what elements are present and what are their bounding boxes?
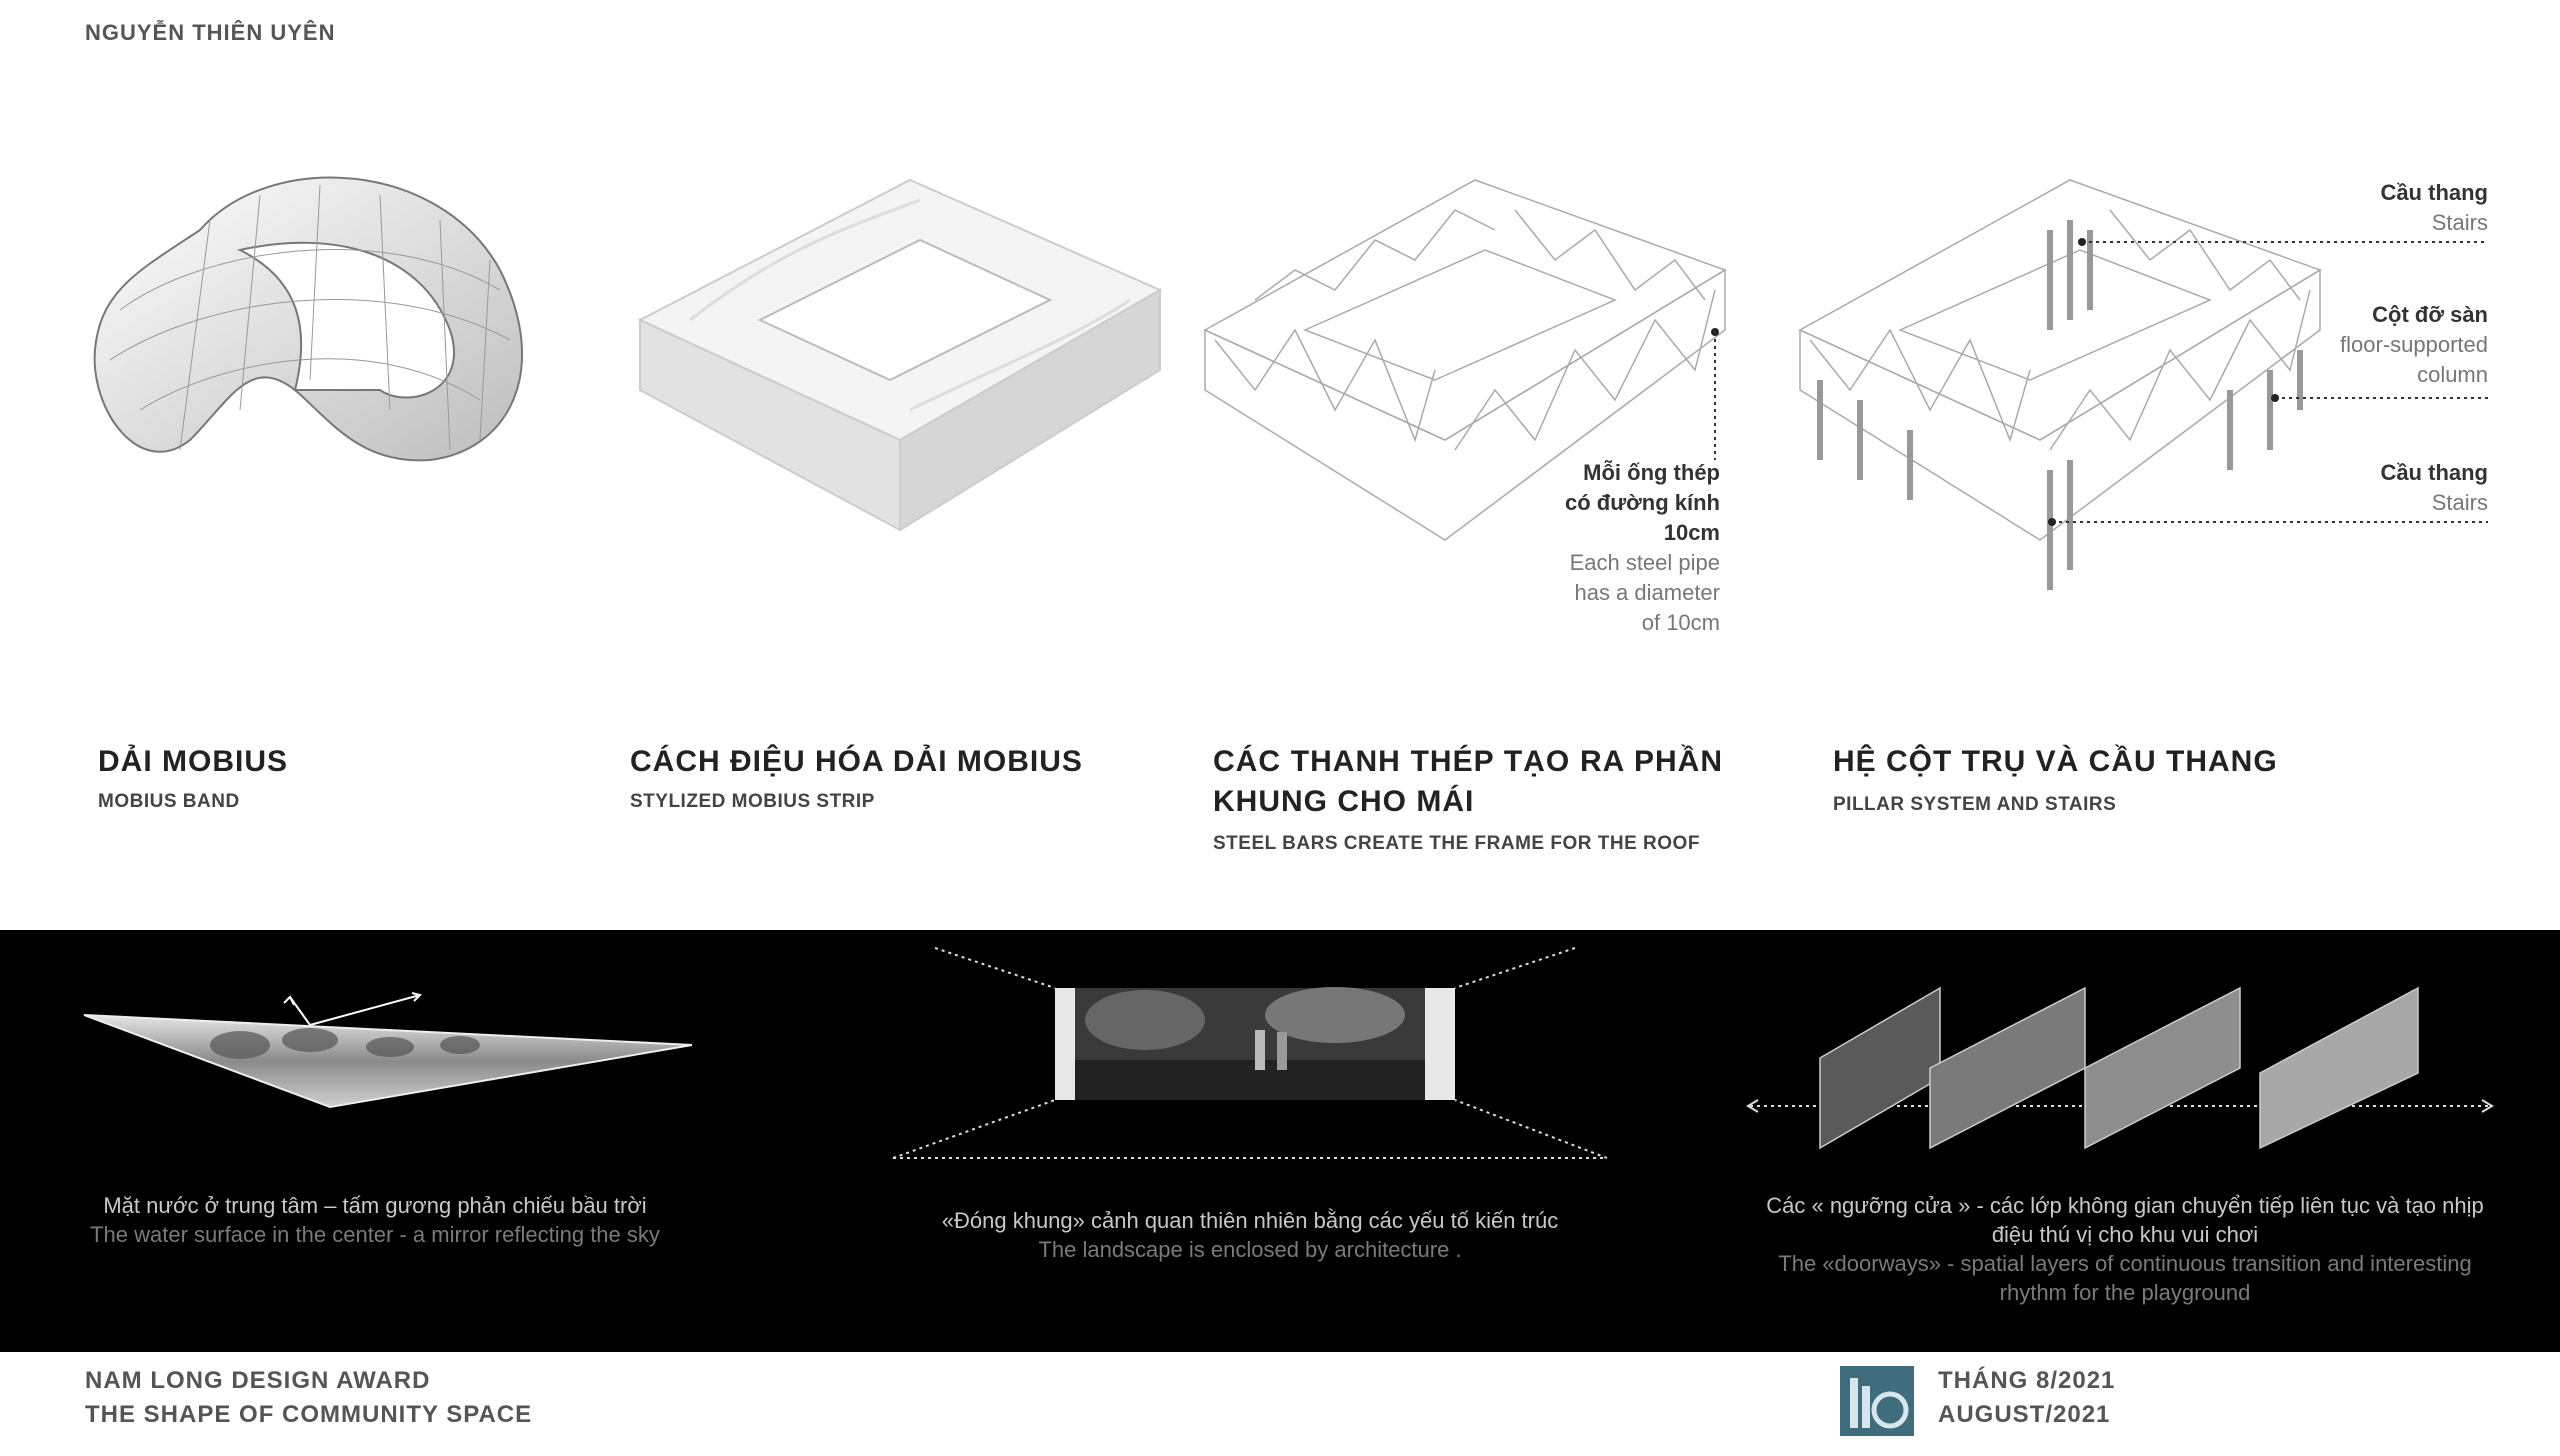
mirror-water-illustration bbox=[80, 985, 700, 1115]
date-block bbox=[1938, 1364, 2115, 1432]
author-name: NGUYỄN THIÊN UYÊN bbox=[85, 20, 336, 45]
column-note-en-2: column bbox=[2417, 362, 2488, 387]
award-title bbox=[85, 1364, 532, 1432]
caption-framing bbox=[880, 1206, 1620, 1264]
column-2-title: CÁCH ĐIỆU HÓA DẢI MOBIUS bbox=[630, 745, 1083, 778]
steel-note-en-1: Each steel pipe bbox=[1569, 550, 1720, 575]
date-en: AUGUST/2021 bbox=[1938, 1401, 2111, 1428]
stairs-note-top-en: Stairs bbox=[2431, 210, 2488, 235]
stairs-note-bottom bbox=[2240, 458, 2488, 518]
column-4-title: HỆ CỘT TRỤ VÀ CẦU THANG bbox=[1833, 745, 2278, 778]
steel-note-en-3: of 10cm bbox=[1641, 610, 1720, 635]
doorways-illustration bbox=[1740, 978, 2500, 1158]
award-logo-icon bbox=[1840, 1366, 1914, 1436]
column-note bbox=[2240, 300, 2488, 390]
caption-mirror-en: The water surface in the center - a mirror reflecting the sky bbox=[90, 1222, 660, 1247]
caption-doorways-vi-1: Các « ngưỡng cửa » - các lớp không gian chuyển tiếp liên tục và tạo nhịp bbox=[1766, 1193, 2484, 1218]
caption-doorways-en-1: The «doorways» - spatial layers of continuous transition and interesting bbox=[1778, 1251, 2472, 1276]
column-3-title-line1: CÁC THANH THÉP TẠO RA PHẦN bbox=[1213, 745, 1723, 778]
caption-doorways bbox=[1730, 1191, 2520, 1307]
award-line-1: NAM LONG DESIGN AWARD bbox=[85, 1367, 431, 1394]
column-note-en-1: floor-supported bbox=[2340, 332, 2488, 357]
column-2-subtitle: STYLIZED MOBIUS STRIP bbox=[630, 791, 875, 812]
column-note-vi: Cột đỡ sàn bbox=[2372, 302, 2488, 327]
caption-mirror bbox=[40, 1191, 710, 1249]
column-4-subtitle: PILLAR SYSTEM AND STAIRS bbox=[1833, 794, 2117, 815]
steel-note-vi-1: Mỗi ống thép bbox=[1583, 460, 1720, 485]
steel-note-en-2: has a diameter bbox=[1574, 580, 1720, 605]
framed-landscape-illustration bbox=[885, 940, 1615, 1170]
caption-mirror-vi: Mặt nước ở trung tâm – tấm gương phản chiếu bầu trời bbox=[103, 1193, 647, 1218]
stairs-note-top-vi: Cầu thang bbox=[2380, 180, 2488, 205]
stairs-note-top bbox=[2240, 178, 2488, 238]
stairs-note-bottom-en: Stairs bbox=[2431, 490, 2488, 515]
caption-framing-en: The landscape is enclosed by architecture . bbox=[1038, 1237, 1462, 1262]
column-3-title-line2: KHUNG CHO MÁI bbox=[1213, 785, 1475, 818]
steel-pipe-note bbox=[1480, 458, 1720, 638]
steel-note-vi-3: 10cm bbox=[1663, 520, 1720, 545]
caption-doorways-vi-2: điệu thú vị cho khu vui chơi bbox=[1991, 1222, 2259, 1247]
column-3-title bbox=[1213, 742, 1723, 822]
caption-framing-vi: «Đóng khung» cảnh quan thiên nhiên bằng các yếu tố kiến trúc bbox=[941, 1208, 1559, 1233]
award-line-2: THE SHAPE OF COMMUNITY SPACE bbox=[85, 1401, 533, 1428]
stairs-note-bottom-vi: Cầu thang bbox=[2380, 460, 2488, 485]
mobius-band-illustration bbox=[80, 160, 560, 490]
stylized-mobius-illustration bbox=[630, 170, 1170, 550]
column-1-subtitle: MOBIUS BAND bbox=[98, 791, 240, 812]
caption-doorways-en-2: rhythm for the playground bbox=[1999, 1280, 2251, 1305]
column-1-title: DẢI MOBIUS bbox=[98, 745, 288, 778]
column-3-subtitle: STEEL BARS CREATE THE FRAME FOR THE ROOF bbox=[1213, 833, 1700, 854]
date-vi: THÁNG 8/2021 bbox=[1938, 1367, 2116, 1394]
steel-note-vi-2: có đường kính bbox=[1564, 490, 1720, 515]
